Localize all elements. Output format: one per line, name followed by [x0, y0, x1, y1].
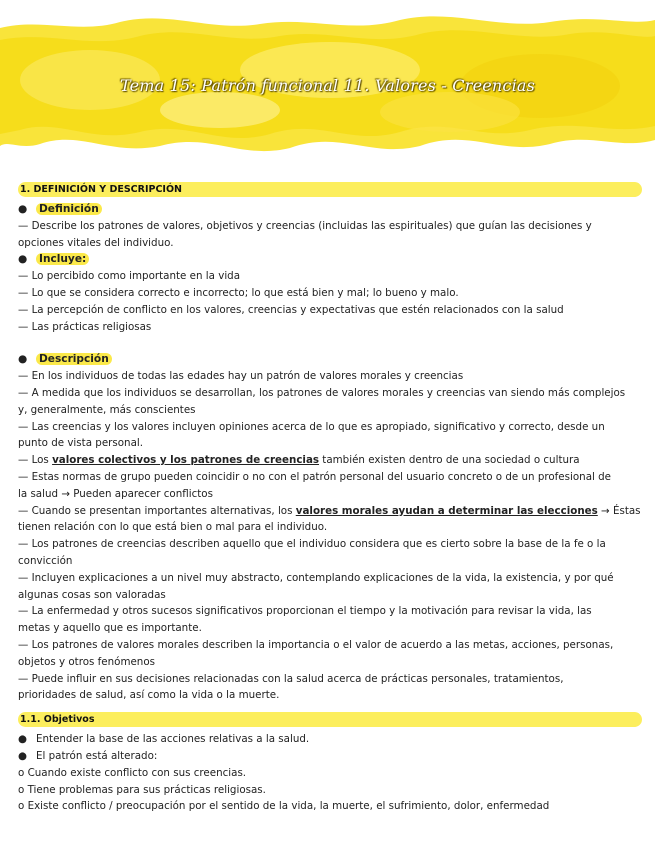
document-body [18, 182, 642, 815]
spacer [18, 335, 642, 351]
sub-list-item: o Existe conflicto / preocupación por el sentido de la vida, la muerte, el sufrimiento, dolor, enfermedad [18, 800, 550, 813]
text-line: — Las creencias y los valores incluyen opiniones acerca de lo que es apropiado, significativo y correcto, desde un [18, 420, 605, 433]
list-item [18, 748, 642, 765]
bullet-dot-icon: ● [18, 733, 27, 746]
text-line [18, 452, 642, 469]
bullet-descripcion [18, 351, 642, 368]
text-fragment: — Los [18, 454, 53, 467]
text-fragment: → Éstas [597, 504, 641, 517]
page-title: Tema 15: Patrón funcional 11. Valores - Creencias [119, 76, 536, 95]
label-incluye: Incluye: [36, 253, 89, 265]
text-line: — Los patrones de creencias describen aquello que el individuo considera que es cierto sobre la base de la fe o la [18, 538, 606, 551]
sub-list-item: o Tiene problemas para sus prácticas religiosas. [18, 783, 266, 796]
text-line [18, 503, 642, 520]
text-line: — Puede influir en sus decisiones relacionadas con la salud acerca de prácticas personales, tratamientos, [18, 672, 564, 685]
text-fragment: también existen dentro de una sociedad o cultura [319, 454, 580, 467]
text-line: punto de vista personal. [18, 437, 144, 450]
spacer [18, 704, 642, 712]
list-item-text: El patrón está alterado: [36, 749, 158, 762]
underlined-term: valores colectivos y los patrones de creencias [52, 454, 320, 467]
section-heading-1: 1. DEFINICIÓN Y DESCRIPCIÓN [18, 182, 642, 197]
bullet-dot-icon: ● [18, 749, 27, 762]
text-line: algunas cosas son valoradas [18, 588, 166, 601]
text-line: — La enfermedad y otros sucesos significativos proporcionan el tiempo y la motivación para revisar la vida, las [18, 605, 592, 618]
text-line: tienen relación con lo que está bien o mal para el individuo. [18, 521, 328, 534]
text-line: prioridades de salud, así como la vida o la muerte. [18, 689, 280, 702]
bullet-definicion [18, 201, 642, 218]
text-line: objetos y otros fenómenos [18, 655, 155, 668]
bullet-incluye [18, 251, 642, 268]
text-line: — Los patrones de valores morales describen la importancia o el valor de acuerdo a las metas, acciones, personas, [18, 638, 614, 651]
list-item-text: Entender la base de las acciones relativas a la salud. [36, 733, 310, 746]
text-line: — La percepción de conflicto en los valores, creencias y expectativas que estén relacionados con la salud [18, 303, 564, 316]
text-line: — A medida que los individuos se desarrollan, los patrones de valores morales y creencias van siendo más complejos [18, 386, 626, 399]
text-line: — Estas normas de grupo pueden coincidir o no con el patrón personal del usuario concreto o de un profesional de [18, 470, 612, 483]
label-definicion: Definición [36, 203, 102, 215]
list-item [18, 731, 642, 748]
text-line: y, generalmente, más conscientes [18, 403, 196, 416]
bullet-dot-icon: ● [18, 203, 28, 215]
bullet-dot-icon: ● [18, 353, 28, 366]
label-descripcion: Descripción [36, 353, 112, 365]
text-line: metas y aquello que es importante. [18, 622, 202, 635]
text-line: — Lo que se considera correcto e incorrecto; lo que está bien y mal; lo bueno y malo. [18, 286, 459, 299]
header-banner [0, 0, 655, 160]
text-line: — Describe los patrones de valores, objetivos y creencias (incluidas las espirituales) que guían las decisiones y [18, 219, 592, 232]
sub-list-item: o Cuando existe conflicto con sus creencias. [18, 766, 247, 779]
text-line: opciones vitales del individuo. [18, 236, 174, 249]
bullet-dot-icon: ● [18, 253, 28, 266]
text-line: — Las prácticas religiosas [18, 320, 152, 333]
text-fragment: — Cuando se presentan importantes alternativas, los [18, 504, 296, 517]
section-heading-1-1: 1.1. Objetivos [18, 712, 642, 727]
text-line: — Lo percibido como importante en la vida [18, 270, 241, 283]
text-line: la salud → Pueden aparecer conflictos [18, 487, 213, 500]
text-line: — En los individuos de todas las edades hay un patrón de valores morales y creencias [18, 370, 464, 383]
text-line: convicción [18, 554, 73, 567]
underlined-term: valores morales ayudan a determinar las elecciones [295, 504, 598, 517]
text-line: — Incluyen explicaciones a un nivel muy abstracto, contemplando explicaciones de la vida, la existencia, y por qué [18, 571, 614, 584]
